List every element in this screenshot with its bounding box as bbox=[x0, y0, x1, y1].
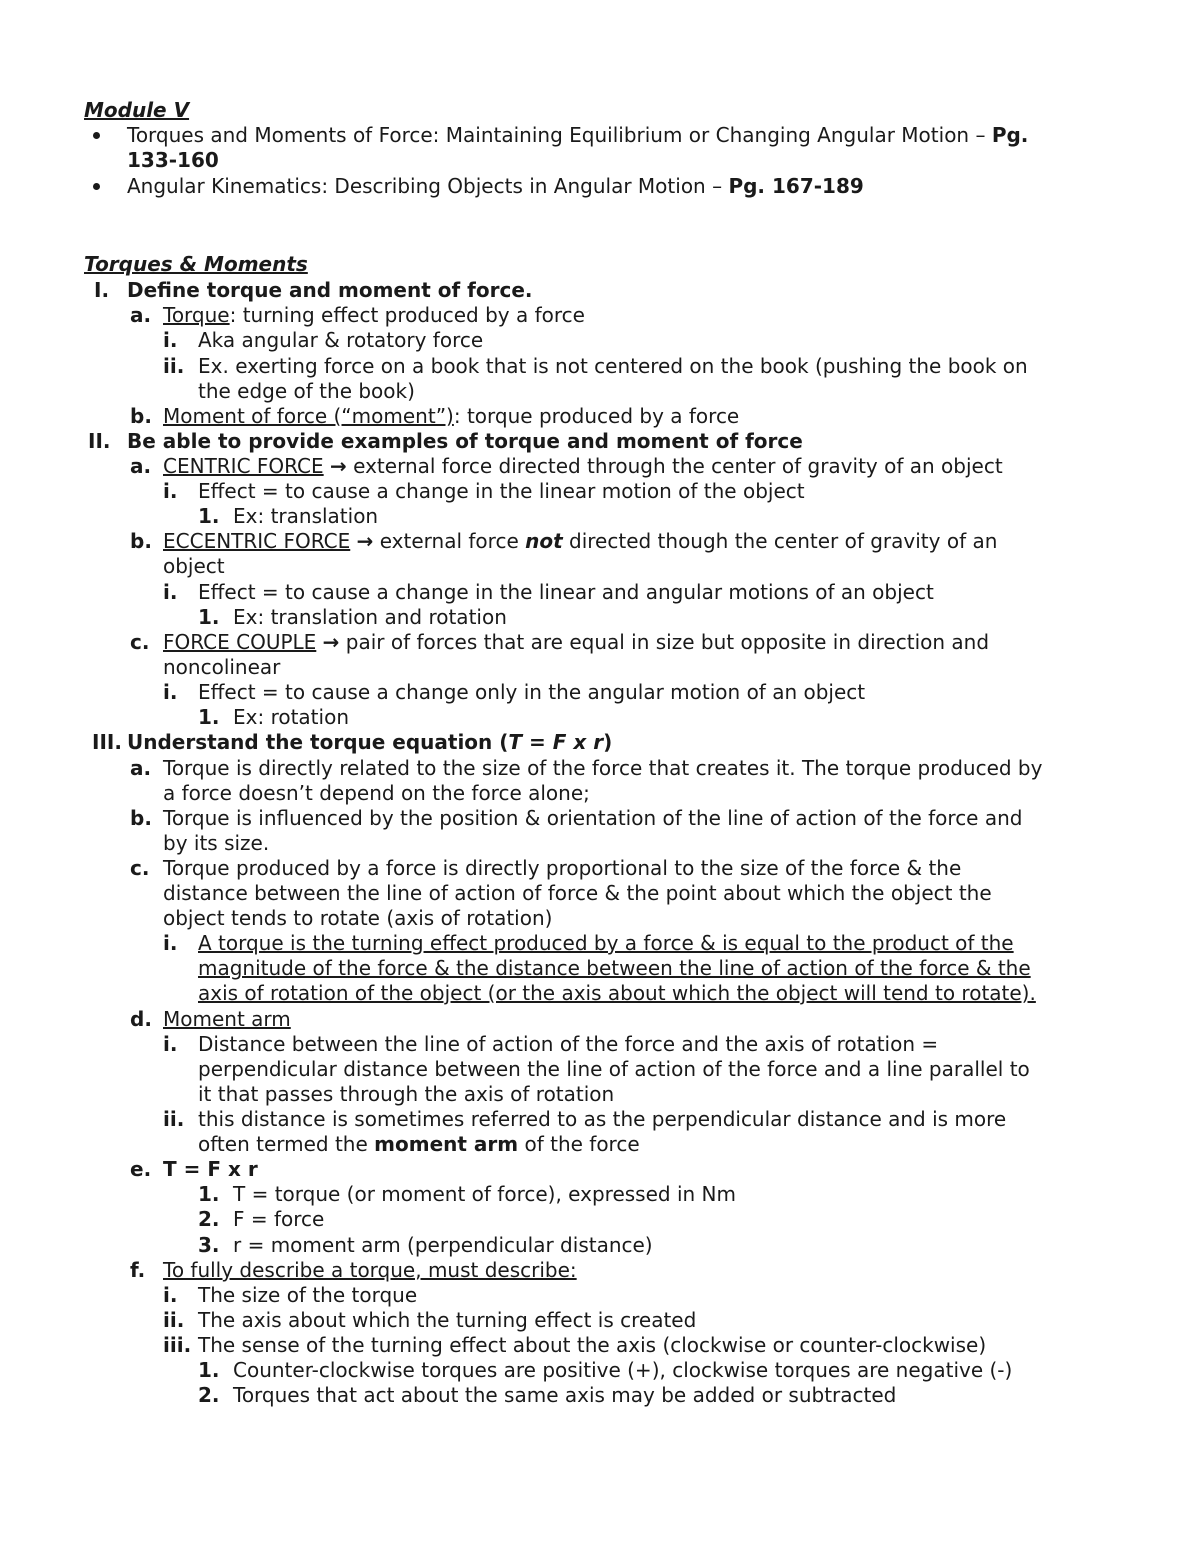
item-III-d-i-cont: perpendicular distance between the line of action of the force and a line parallel to bbox=[198, 1057, 1030, 1081]
definition: external force directed through the center of gravity of an object bbox=[346, 454, 1003, 478]
item-III-b-cont: by its size. bbox=[163, 831, 270, 855]
definition: : turning effect produced by a force bbox=[229, 303, 585, 327]
item-III-e-1: T = torque (or moment of force), expressed in Nm bbox=[233, 1182, 736, 1206]
outline-marker: i. bbox=[163, 1283, 178, 1307]
outline-marker: ii. bbox=[163, 1308, 185, 1332]
item-III-a: Torque is directly related to the size of the force that creates it. The torque produced by bbox=[163, 756, 1043, 780]
item-III-c-i-cont: magnitude of the force & the distance between the line of action of the force & the bbox=[198, 956, 1031, 980]
outline-marker: 2. bbox=[198, 1207, 220, 1231]
term: CENTRIC FORCE bbox=[163, 454, 324, 478]
module-item-2 bbox=[127, 174, 864, 199]
item-III-a-cont: a force doesn’t depend on the force alone; bbox=[163, 781, 590, 805]
item-III-c-cont: object tends to rotate (axis of rotation) bbox=[163, 906, 553, 930]
module-item-1-pages-cont: 133-160 bbox=[127, 148, 219, 172]
item-II-b bbox=[163, 529, 997, 554]
outline-marker: 3. bbox=[198, 1233, 220, 1257]
item-III-d: Moment arm bbox=[163, 1007, 291, 1031]
item-II-a-i: Effect = to cause a change in the linear motion of the object bbox=[198, 479, 805, 503]
item-III-d-i: Distance between the line of action of the force and the axis of rotation = bbox=[198, 1032, 939, 1056]
heading-text-end: ) bbox=[603, 730, 613, 754]
outline-marker: 1. bbox=[198, 504, 220, 528]
item-III-c: Torque produced by a force is directly proportional to the size of the force & the bbox=[163, 856, 962, 880]
outline-marker: a. bbox=[130, 756, 152, 780]
heading-I: Define torque and moment of force. bbox=[127, 278, 533, 302]
outline-marker: 1. bbox=[198, 705, 220, 729]
heading-III bbox=[127, 730, 612, 755]
item-II-c-i: Effect = to cause a change only in the angular motion of an object bbox=[198, 680, 866, 704]
module-item-1 bbox=[127, 123, 1028, 148]
item-III-d-i-cont: it that passes through the axis of rotation bbox=[198, 1082, 615, 1106]
outline-marker: e. bbox=[130, 1157, 152, 1181]
outline-marker: iii. bbox=[163, 1333, 192, 1357]
item-III-c-cont: distance between the line of action of force & the point about which the object the bbox=[163, 881, 992, 905]
outline-marker: 2. bbox=[198, 1383, 220, 1407]
bullet-dot bbox=[93, 183, 100, 190]
module-item-text: Torques and Moments of Force: Maintaining Equilibrium or Changing Angular Motion – bbox=[127, 123, 992, 147]
outline-marker: ii. bbox=[163, 354, 185, 378]
outline-marker: c. bbox=[130, 630, 150, 654]
item-III-f-iii: The sense of the turning effect about the axis (clockwise or counter-clockwise) bbox=[198, 1333, 987, 1357]
item-II-b-i: Effect = to cause a change in the linear and angular motions of an object bbox=[198, 580, 934, 604]
text: often termed the bbox=[198, 1132, 375, 1156]
outline-marker: a. bbox=[130, 303, 152, 327]
item-III-c-i-cont: axis of rotation of the object (or the axis about which the object will tend to rotate). bbox=[198, 981, 1036, 1005]
outline-marker: I. bbox=[94, 278, 110, 302]
item-III-d-ii-cont bbox=[198, 1132, 640, 1157]
outline-marker: II. bbox=[88, 429, 111, 453]
outline-marker: a. bbox=[130, 454, 152, 478]
arrow-right-icon: → bbox=[322, 630, 340, 654]
emphasis: moment arm bbox=[374, 1132, 519, 1156]
outline-marker: b. bbox=[130, 806, 152, 830]
bullet-dot bbox=[93, 132, 100, 139]
item-II-b-cont: object bbox=[163, 554, 225, 578]
item-III-b: Torque is influenced by the position & orientation of the line of action of the force and bbox=[163, 806, 1023, 830]
definition: external force bbox=[373, 529, 526, 553]
item-III-f-i: The size of the torque bbox=[198, 1283, 418, 1307]
arrow-right-icon: → bbox=[330, 454, 347, 478]
outline-marker: i. bbox=[163, 931, 178, 955]
item-III-f: To fully describe a torque, must describe: bbox=[163, 1258, 577, 1282]
item-II-c bbox=[163, 630, 989, 655]
item-I-b bbox=[163, 404, 739, 429]
section-title: Torques & Moments bbox=[84, 252, 308, 276]
module-title: Module V bbox=[84, 98, 190, 122]
item-III-f-2: Torques that act about the same axis may be added or subtracted bbox=[233, 1383, 897, 1407]
emphasis: not bbox=[525, 529, 563, 553]
outline-marker: c. bbox=[130, 856, 150, 880]
item-I-a-ii-cont: the edge of the book) bbox=[198, 379, 415, 403]
outline-marker: 1. bbox=[198, 1182, 220, 1206]
item-I-a-i: Aka angular & rotatory force bbox=[198, 328, 484, 352]
heading-text: Understand the torque equation ( bbox=[127, 730, 509, 754]
item-III-c-i: A torque is the turning effect produced by a force & is equal to the product of the bbox=[198, 931, 1014, 955]
outline-marker: f. bbox=[130, 1258, 146, 1282]
outline-marker: i. bbox=[163, 328, 178, 352]
outline-marker: b. bbox=[130, 529, 152, 553]
module-item-pages: Pg. 167-189 bbox=[728, 174, 864, 198]
outline-marker: i. bbox=[163, 1032, 178, 1056]
term: ECCENTRIC FORCE bbox=[163, 529, 351, 553]
definition-cont: directed though the center of gravity of an bbox=[562, 529, 998, 553]
item-II-a-1: Ex: translation bbox=[233, 504, 379, 528]
outline-marker: i. bbox=[163, 680, 178, 704]
item-I-a-ii: Ex. exerting force on a book that is not centered on the book (pushing the book on bbox=[198, 354, 1028, 378]
outline-marker: 1. bbox=[198, 605, 220, 629]
item-I-a bbox=[163, 303, 585, 328]
module-item-pages: Pg. bbox=[991, 123, 1029, 147]
term: Torque bbox=[163, 303, 230, 327]
outline-marker: ii. bbox=[163, 1107, 185, 1131]
item-III-e-2: F = force bbox=[233, 1207, 325, 1231]
item-II-c-1: Ex: rotation bbox=[233, 705, 349, 729]
definition: : torque produced by a force bbox=[453, 404, 740, 428]
outline-marker: i. bbox=[163, 479, 178, 503]
torque-equation: T = F x r bbox=[508, 730, 604, 754]
module-item-text: Angular Kinematics: Describing Objects in Angular Motion – bbox=[127, 174, 729, 198]
item-II-c-cont: noncolinear bbox=[163, 655, 281, 679]
item-III-e: T = F x r bbox=[163, 1157, 258, 1181]
item-III-f-ii: The axis about which the turning effect is created bbox=[198, 1308, 697, 1332]
outline-marker: i. bbox=[163, 580, 178, 604]
text: of the force bbox=[518, 1132, 640, 1156]
outline-marker: 1. bbox=[198, 1358, 220, 1382]
term: FORCE COUPLE bbox=[163, 630, 317, 654]
item-III-e-3: r = moment arm (perpendicular distance) bbox=[233, 1233, 653, 1257]
item-II-b-1: Ex: translation and rotation bbox=[233, 605, 507, 629]
item-III-f-1: Counter-clockwise torques are positive (+), clockwise torques are negative (-) bbox=[233, 1358, 1013, 1382]
heading-II: Be able to provide examples of torque and moment of force bbox=[127, 429, 803, 453]
item-II-a bbox=[163, 454, 1003, 479]
outline-marker: d. bbox=[130, 1007, 152, 1031]
definition: pair of forces that are equal in size but opposite in direction and bbox=[339, 630, 990, 654]
item-III-d-ii: this distance is sometimes referred to as the perpendicular distance and is more bbox=[198, 1107, 1007, 1131]
arrow-right-icon: → bbox=[356, 529, 374, 553]
outline-marker: b. bbox=[130, 404, 152, 428]
term: Moment of force (“moment”) bbox=[163, 404, 454, 428]
outline-marker: III. bbox=[92, 730, 122, 754]
